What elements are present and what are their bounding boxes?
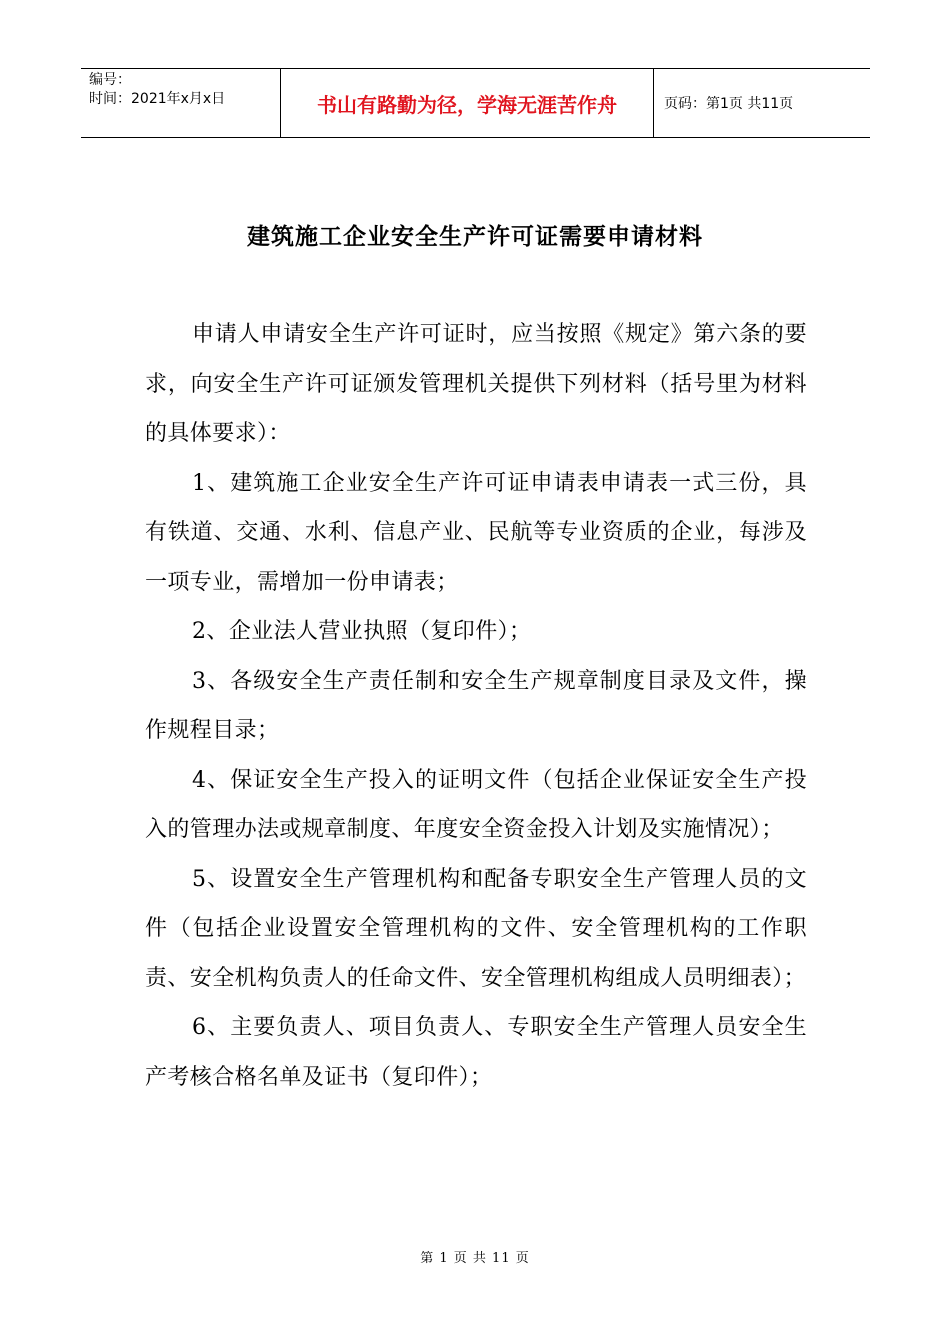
- page-footer: 第 1 页 共 11 页: [420, 1251, 530, 1266]
- list-item-3: 3、各级安全生产责任制和安全生产规章制度目录及文件，操作规程目录；: [145, 668, 807, 743]
- list-item-5: 5、设置安全生产管理机构和配备专职安全生产管理人员的文件（包括企业设置安全管理机构的文件、安全管理机构的工作职责、安全机构负责人的任命文件、安全管理机构组成人员明细表）；: [145, 866, 807, 991]
- list-item-4: 4、保证安全生产投入的证明文件（包括企业保证安全生产投入的管理办法或规章制度、年度安全资金投入计划及实施情况）；: [145, 767, 807, 842]
- document-number-label: 编号：: [89, 72, 131, 88]
- list-item-6: 6、主要负责人、项目负责人、专职安全生产管理人员安全生产考核合格名单及证书（复印件）；: [145, 1015, 807, 1090]
- document-body: [145, 310, 807, 1102]
- header-meta: [81, 69, 281, 137]
- header-motto: 书山有路勤为径，学海无涯苦作舟: [281, 69, 654, 137]
- intro-paragraph: 申请人申请安全生产许可证时，应当按照《规定》第六条的要求，向安全生产许可证颁发管理机关提供下列材料（括号里为材料的具体要求）：: [145, 322, 807, 446]
- document-date: 时间：2021年x月x日: [89, 91, 226, 107]
- list-item-1: 1、建筑施工企业安全生产许可证申请表申请表一式三份，具有铁道、交通、水利、信息产业、民航等专业资质的企业，每涉及一项专业，需增加一份申请表；: [145, 470, 807, 595]
- page-header: [81, 68, 870, 138]
- document-title: 建筑施工企业安全生产许可证需要申请材料: [247, 224, 703, 250]
- header-page-info: 页码：第1页 共11页: [664, 96, 794, 112]
- list-item-2: 2、企业法人营业执照（复印件）；: [192, 619, 532, 644]
